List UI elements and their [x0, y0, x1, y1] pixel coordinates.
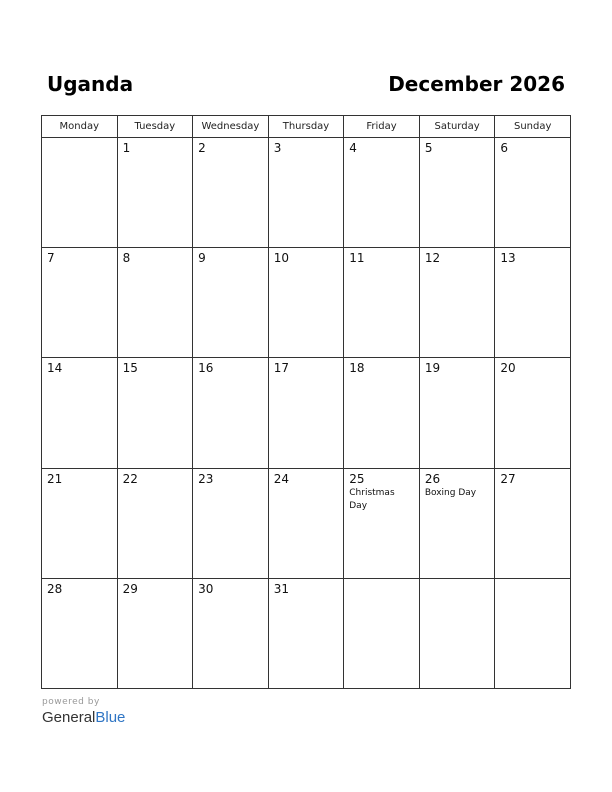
day-cell — [268, 358, 344, 468]
day-cell — [268, 578, 344, 688]
weekday-header: Tuesday — [117, 116, 193, 138]
day-number: 22 — [122, 471, 138, 486]
day-cell — [193, 468, 269, 578]
day-number: 19 — [424, 361, 441, 376]
day-cell — [419, 138, 495, 248]
day-cell — [42, 578, 118, 688]
weekday-header: Wednesday — [193, 116, 269, 138]
day-number: 20 — [500, 361, 516, 376]
day-cell — [419, 468, 495, 578]
day-cell — [495, 578, 571, 688]
powered-by-label: powered by — [42, 697, 100, 707]
week-row — [42, 248, 571, 358]
day-number: 7 — [47, 251, 55, 266]
day-number: 10 — [273, 251, 289, 266]
day-number: 4 — [349, 141, 357, 155]
week-row — [42, 468, 571, 578]
day-cell — [42, 248, 118, 358]
day-cell — [117, 578, 193, 688]
brand-name-blue: Blue — [95, 709, 126, 726]
week-row — [42, 138, 571, 248]
day-number: 14 — [47, 361, 63, 376]
week-row — [42, 578, 571, 688]
day-number: 17 — [273, 361, 289, 376]
day-number: 5 — [424, 141, 433, 155]
weekday-header: Thursday — [268, 116, 344, 138]
day-cell — [117, 468, 193, 578]
day-cell — [117, 358, 193, 468]
day-cell — [42, 468, 118, 578]
day-cell — [344, 468, 420, 578]
day-number: 3 — [273, 141, 282, 155]
day-cell — [495, 468, 571, 578]
day-cell — [117, 248, 193, 358]
day-number: 11 — [349, 251, 365, 266]
day-number: 12 — [424, 251, 441, 266]
weekday-header: Saturday — [419, 116, 495, 138]
brand-logo — [42, 708, 125, 728]
day-cell — [419, 578, 495, 688]
day-number: 6 — [500, 141, 509, 155]
day-cell — [495, 138, 571, 248]
day-cell — [495, 248, 571, 358]
day-number: 15 — [122, 361, 138, 376]
day-cell — [344, 358, 420, 468]
day-number: 31 — [273, 581, 289, 596]
day-number: 28 — [47, 581, 63, 596]
day-number: 1 — [122, 141, 131, 155]
weekday-header: Monday — [42, 116, 118, 138]
day-cell — [193, 248, 269, 358]
day-number: 29 — [122, 581, 138, 596]
day-cell — [268, 468, 344, 578]
day-number: 27 — [500, 471, 516, 486]
calendar-grid — [41, 115, 571, 689]
day-number: 9 — [198, 251, 206, 266]
day-cell — [344, 578, 420, 688]
month-year-title: December 2026 — [388, 72, 565, 96]
day-cell — [193, 578, 269, 688]
day-number: 24 — [273, 471, 289, 486]
day-number: 23 — [198, 471, 214, 486]
day-number: 2 — [198, 141, 206, 155]
day-cell — [344, 248, 420, 358]
day-cell — [42, 138, 118, 248]
weekday-header: Friday — [344, 116, 420, 138]
country-title: Uganda — [47, 72, 134, 96]
day-number: 13 — [500, 251, 516, 266]
holiday-label: Boxing Day — [424, 487, 477, 498]
day-cell — [495, 358, 571, 468]
day-cell — [117, 138, 193, 248]
day-number: 16 — [198, 361, 214, 376]
weekday-header-row — [42, 116, 571, 138]
day-cell — [344, 138, 420, 248]
day-number: 25 — [349, 471, 365, 486]
day-cell — [419, 358, 495, 468]
day-number: 8 — [122, 251, 131, 266]
day-number: 26 — [424, 471, 441, 486]
day-number: 21 — [47, 471, 63, 486]
week-row — [42, 358, 571, 468]
holiday-label: Christmas Day — [349, 487, 395, 511]
day-cell — [193, 358, 269, 468]
day-number: 18 — [349, 361, 365, 376]
day-cell — [268, 138, 344, 248]
day-cell — [268, 248, 344, 358]
day-cell — [42, 358, 118, 468]
day-cell — [193, 138, 269, 248]
day-cell — [419, 248, 495, 358]
day-number: 30 — [198, 581, 214, 596]
weekday-header: Sunday — [495, 116, 571, 138]
brand-name-general: General — [42, 709, 96, 726]
footer-logo — [42, 697, 125, 728]
